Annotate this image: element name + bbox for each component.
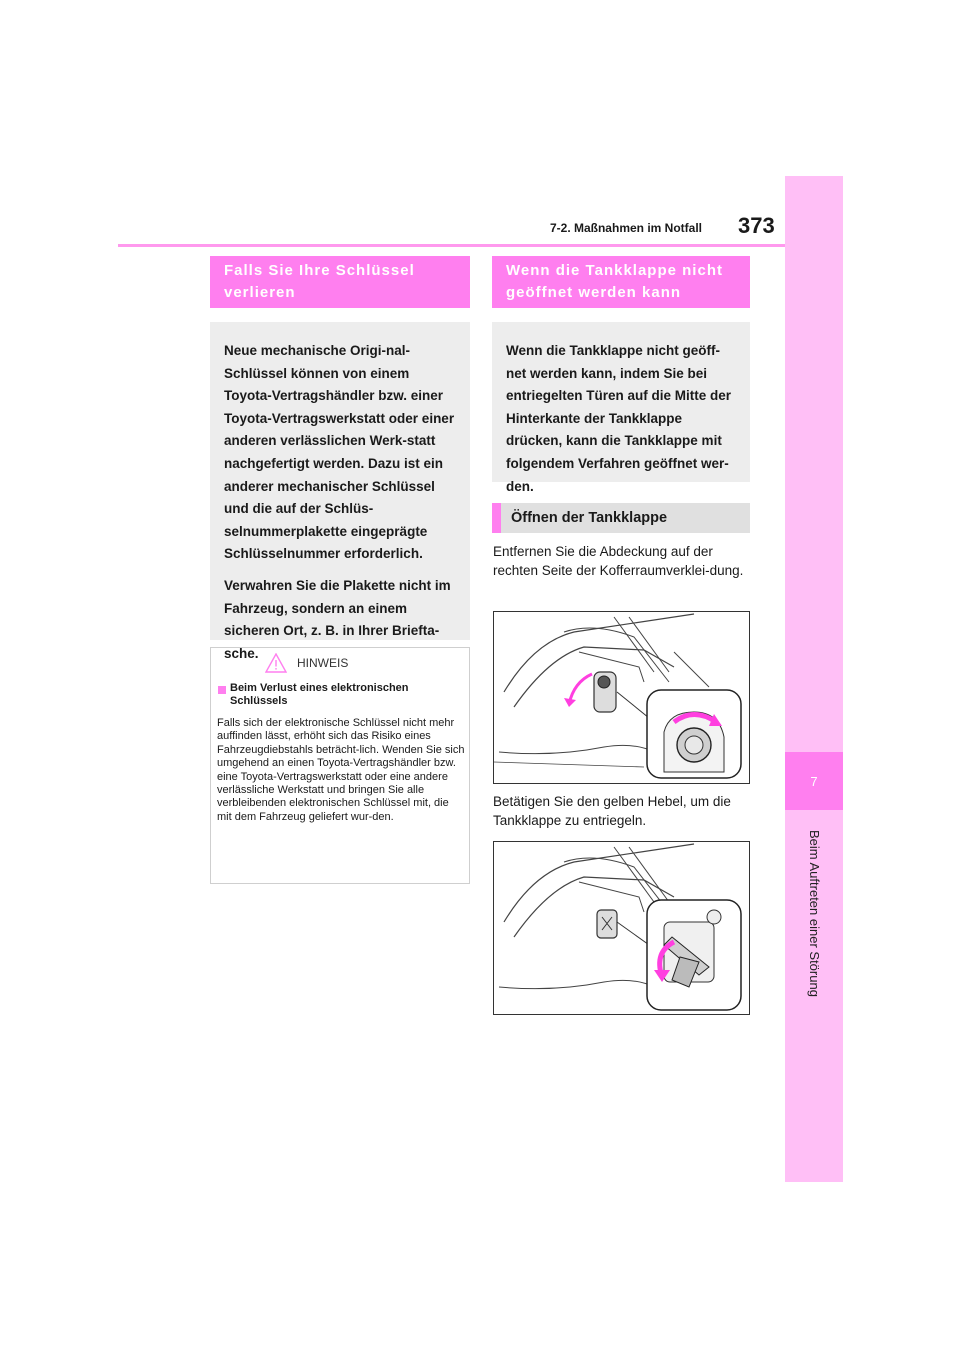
note-box [210, 647, 470, 884]
chapter-title-vertical [804, 830, 826, 1130]
section-title: 7-2. Maßnahmen im Notfall [549, 221, 702, 235]
key-lost-paragraph-1: Neue mechanische Origi-nal-Schlüssel können von einem Toyota-Vertragshändler bzw. einer Toyota-Vertragswerkstatt oder einer anderen verlässlichen Werk-statt nachgefertigt werden. Dazu ist ein anderer mechanischer Schlüssel und die auf der Schlüs-selnummerplakette eingeprägte Schlüsselnummer erforderlich. [224, 343, 455, 562]
note-title: HINWEIS [297, 656, 349, 670]
illustration-yellow-lever [493, 841, 750, 1015]
fuel-door-info-box [492, 322, 750, 494]
note-bullet-square [218, 686, 226, 694]
key-lost-heading [210, 256, 470, 308]
key-lost-info-box [210, 322, 470, 661]
key-lost-heading-line2: verlieren [224, 284, 296, 301]
note-subtitle: Beim Verlust eines elektronischen Schlüssels [230, 682, 409, 707]
page-number: 373 [738, 213, 775, 238]
fuel-door-intro: Wenn die Tankklappe nicht geöff-net werden kann, indem Sie bei entriegelten Türen auf die Mitte der Hinterkante der Tankklappe drücken, kann die Tankklappe mit folgendem Verfahren geöffnet wer-den. [506, 343, 732, 494]
chapter-title: Beim Auftreten einer Störung [807, 830, 822, 997]
key-lost-paragraph-2: Verwahren Sie die Plakette nicht im Fahrzeug, sondern an einem sicheren Ort, z. B. in Ihrer Briefta-sche. [224, 577, 451, 661]
step-1-text: Entfernen Sie die Abdeckung auf der rechten Seite der Kofferraumverklei-dung. [493, 544, 744, 578]
fuel-door-heading [492, 256, 750, 308]
trunk-cover-drawing [494, 612, 749, 783]
fuel-door-heading-line2: geöffnet werden kann [506, 284, 682, 301]
chapter-number-badge: 7 [785, 752, 843, 810]
illustration-remove-cover [493, 611, 750, 784]
note-body: Falls sich der elektronische Schlüssel nicht mehr auffinden lässt, erhöht sich das Risiko eines Fahrzeugdiebstahls beträcht-lich. Wenden Sie sich umgehend an einen Toyota-Vertragshändler bzw. eine Toyota-Vertragswerkstatt oder eine andere verlässliche Werkstatt und bringen Sie alle verbleibenden elektronischen Schlüssel mit, die mit dem Fahrzeug geliefert wur-den. [217, 717, 465, 823]
key-lost-heading-line1: Falls Sie Ihre Schlüssel [224, 262, 415, 279]
open-fuel-door-subheading: Öffnen der Tankklappe [492, 503, 750, 533]
warning-triangle-icon [265, 653, 287, 673]
fuel-lever-drawing [494, 842, 749, 1014]
step-2-text: Betätigen Sie den gelben Hebel, um die Tankklappe zu entriegeln. [493, 794, 731, 828]
fuel-door-heading-line1: Wenn die Tankklappe nicht [506, 262, 723, 279]
header-rule [118, 244, 785, 247]
